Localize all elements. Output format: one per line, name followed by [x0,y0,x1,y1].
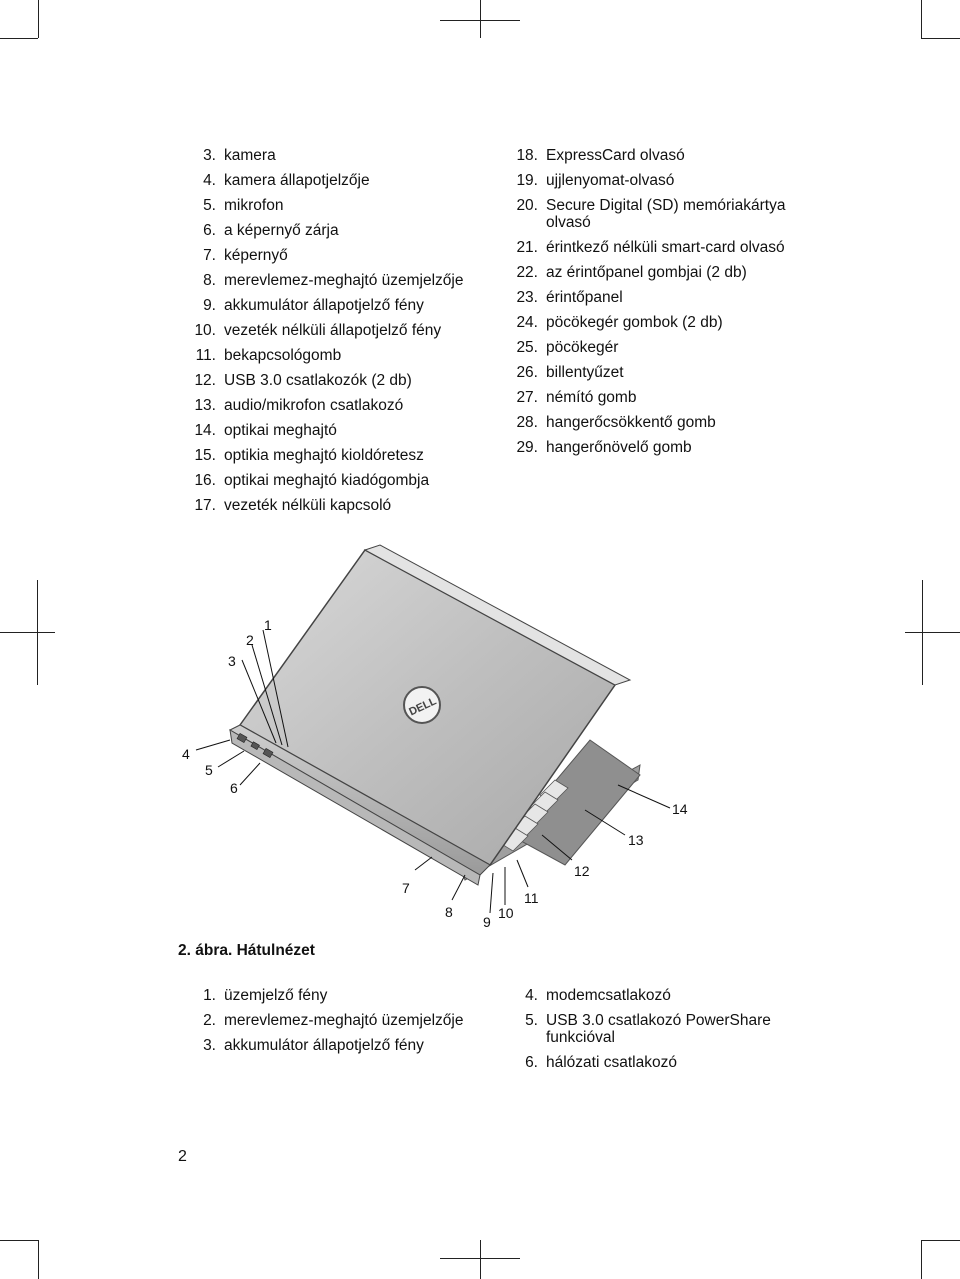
callout-10: 10 [498,905,514,921]
callout-9: 9 [483,914,491,930]
list-item: 26. billentyűzet [516,364,624,381]
list-item: 4. kamera állapotjelzője [203,172,370,189]
svg-text:DELL: DELL [407,695,439,719]
crop-mark [921,38,960,39]
list-item: 10. vezeték nélküli állapotjelző fény [194,322,442,339]
dell-logo [404,687,440,723]
crop-mark [480,0,481,38]
list-item: 1. üzemjelző fény [203,987,328,1004]
list-item: 4. modemcsatlakozó [525,987,671,1004]
list-item: 19. ujjlenyomat-olvasó [516,172,675,189]
callout-1: 1 [264,617,272,633]
list-item: 7. képernyő [203,247,288,264]
component-list-right [498,143,798,460]
callout-3: 3 [228,653,236,669]
list-item: 27. némító gomb [516,389,637,406]
crop-mark [38,0,39,38]
list-item: 2. merevlemez-meghajtó üzemjelzője [203,1012,464,1029]
list-item: 6. a képernyő zárja [203,222,339,239]
legend-list-right [498,983,798,1075]
crop-mark [921,1240,922,1279]
list-item: 25. pöcökegér [516,339,619,356]
callout-13: 13 [628,832,644,848]
callout-6: 6 [230,780,238,796]
list-item: 6. hálózati csatlakozó [525,1054,677,1071]
page-number: 2 [178,1148,187,1165]
crop-mark [0,632,55,633]
list-item: 3. akkumulátor állapotjelző fény [203,1037,424,1054]
list-item: 28. hangerőcsökkentő gomb [516,414,716,431]
figure-caption: 2. ábra. Hátulnézet [178,942,315,959]
legend-list-left [176,983,476,1058]
callout-12: 12 [574,863,590,879]
list-item: 22. az érintőpanel gombjai (2 db) [516,264,747,281]
list-item: 17. vezeték nélküli kapcsoló [194,497,392,514]
list-item: 3. kamera [203,147,276,164]
list-item: 13. audio/mikrofon csatlakozó [194,397,404,414]
list-item: 5. USB 3.0 csatlakozó PowerShare funkcióval [525,1012,771,1046]
crop-mark [37,580,38,685]
list-item: 9. akkumulátor állapotjelző fény [203,297,424,314]
crop-mark [921,1240,960,1241]
callout-2: 2 [246,632,254,648]
crop-mark [921,0,922,38]
callout-7: 7 [402,880,410,896]
list-item: 11. bekapcsológomb [195,347,342,364]
list-item: 8. merevlemez-meghajtó üzemjelzője [203,272,464,289]
list-item: 16. optikai meghajtó kiadógombja [194,472,430,489]
list-item: 5. mikrofon [203,197,284,214]
list-item: 18. ExpressCard olvasó [516,147,685,164]
laptop-back-view-figure [160,535,720,935]
crop-mark [922,580,923,685]
list-item: 29. hangerőnövelő gomb [516,439,692,456]
list-item: 24. pöcökegér gombok (2 db) [516,314,723,331]
list-item: 15. optikia meghajtó kioldóretesz [194,447,424,464]
callout-11: 11 [524,890,539,906]
crop-mark [38,1240,39,1279]
callout-8: 8 [445,904,453,920]
crop-mark [480,1240,481,1279]
crop-mark [905,632,960,633]
crop-mark [0,38,38,39]
component-list-left [176,143,476,518]
list-item: 23. érintőpanel [516,289,623,306]
list-item: 14. optikai meghajtó [194,422,337,439]
list-item: 20. Secure Digital (SD) memóriakártya olvasó [516,197,786,231]
callout-5: 5 [205,762,213,778]
callout-4: 4 [182,746,190,762]
list-item: 12. USB 3.0 csatlakozók (2 db) [194,372,412,389]
list-item: 21. érintkező nélküli smart-card olvasó [516,239,785,256]
callout-14: 14 [672,801,688,817]
crop-mark [0,1240,38,1241]
